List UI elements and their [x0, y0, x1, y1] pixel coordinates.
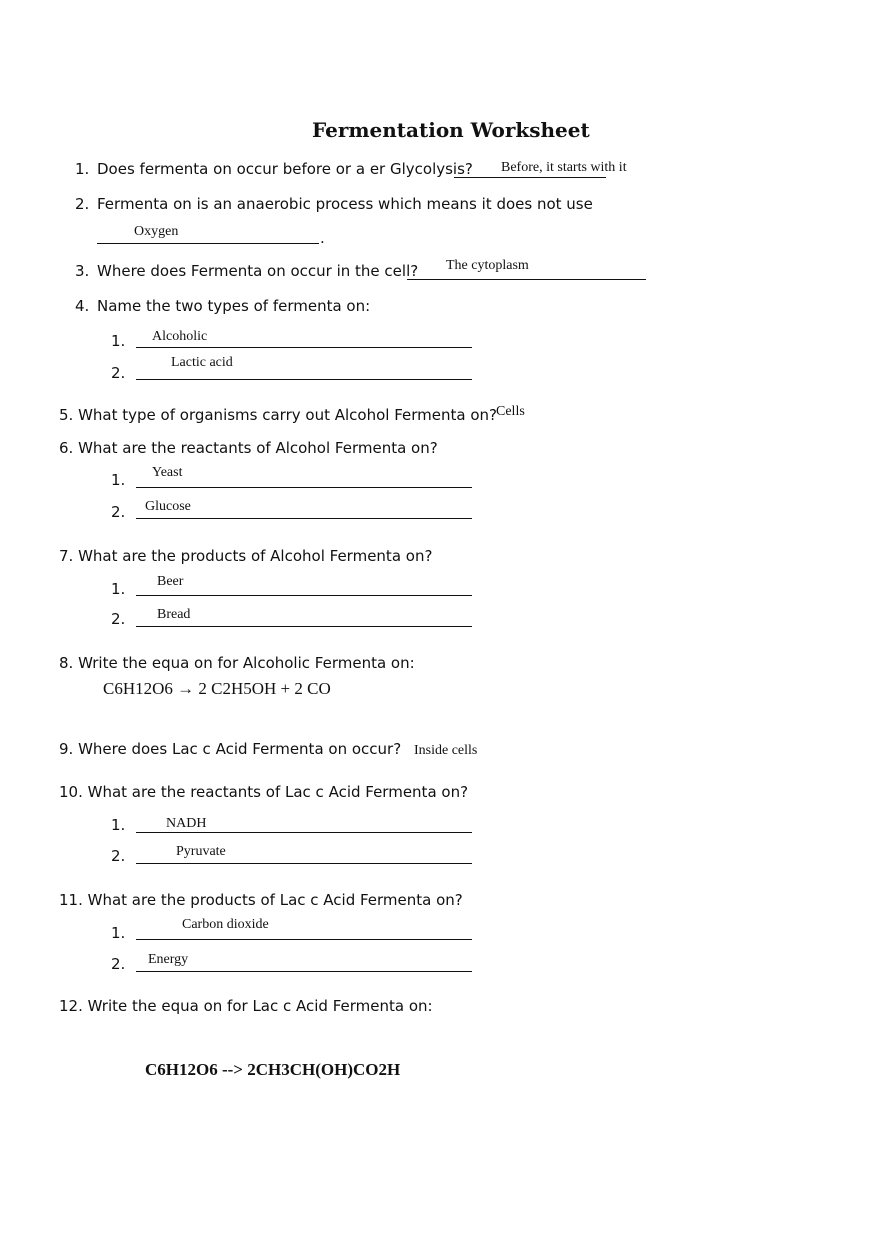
question-3-number: 3. — [75, 262, 90, 280]
answer-7-1: Beer — [157, 574, 184, 589]
answer-1: Before, it starts with it — [501, 160, 627, 175]
question-10-item-1-number: 1. — [111, 816, 126, 834]
question-4-item-2-number: 2. — [111, 364, 126, 382]
question-10-text: 10. What are the reactants of Lac c Acid Fermenta on? — [59, 783, 469, 801]
answer-7-2-line — [136, 626, 472, 627]
page-title: Fermentation Worksheet — [312, 118, 590, 142]
answer-11-2-line — [136, 971, 472, 972]
question-11-item-1-number: 1. — [111, 924, 126, 942]
question-11-item-2-number: 2. — [111, 955, 126, 973]
question-5-text: 5. What type of organisms carry out Alcohol Fermenta on? — [59, 406, 497, 424]
answer-4-1-line — [136, 347, 472, 348]
question-7-item-1-number: 1. — [111, 580, 126, 598]
question-4-text: Name the two types of fermenta on: — [97, 297, 371, 315]
answer-7-1-line — [136, 595, 472, 596]
answer-11-1: Carbon dioxide — [182, 917, 269, 932]
question-3-text: Where does Fermenta on occur in the cell? — [97, 262, 419, 280]
answer-2-period: . — [320, 229, 325, 247]
question-7-text: 7. What are the products of Alcohol Fermenta on? — [59, 547, 433, 565]
question-1-text: Does fermenta on occur before or a er Glycolysis? — [97, 160, 473, 178]
question-6-item-2-number: 2. — [111, 503, 126, 521]
answer-3: The cytoplasm — [446, 258, 529, 273]
answer-6-2-line — [136, 518, 472, 519]
answer-4-2: Lactic acid — [171, 355, 233, 370]
question-7-item-2-number: 2. — [111, 610, 126, 628]
question-6-item-1-number: 1. — [111, 471, 126, 489]
answer-9: Inside cells — [414, 743, 478, 758]
answer-10-1: NADH — [166, 816, 207, 831]
question-11-text: 11. What are the products of Lac c Acid Fermenta on? — [59, 891, 463, 909]
question-2-number: 2. — [75, 195, 90, 213]
answer-10-2: Pyruvate — [176, 844, 226, 859]
answer-3-line — [407, 279, 646, 280]
answer-5: Cells — [496, 404, 525, 419]
question-6-text: 6. What are the reactants of Alcohol Fermenta on? — [59, 439, 438, 457]
question-4-number: 4. — [75, 297, 90, 315]
answer-11-1-line — [136, 939, 472, 940]
answer-8-equation: C6H12O6 → 2 C2H5OH + 2 CO — [103, 679, 331, 698]
answer-6-2: Glucose — [145, 499, 191, 514]
answer-11-2: Energy — [148, 952, 189, 967]
answer-6-1: Yeast — [152, 465, 183, 480]
answer-10-2-line — [136, 863, 472, 864]
question-10-item-2-number: 2. — [111, 847, 126, 865]
question-4-item-1-number: 1. — [111, 332, 126, 350]
question-12-text: 12. Write the equa on for Lac c Acid Fermenta on: — [59, 997, 433, 1015]
answer-10-1-line — [136, 832, 472, 833]
question-2-text: Fermenta on is an anaerobic process which means it does not use — [97, 195, 593, 213]
answer-2-line — [97, 243, 319, 244]
answer-12-equation: C6H12O6 --> 2CH3CH(OH)CO2H — [145, 1060, 401, 1079]
question-9-text: 9. Where does Lac c Acid Fermenta on occur? — [59, 740, 402, 758]
answer-1-line — [454, 177, 606, 178]
answer-6-1-line — [136, 487, 472, 488]
answer-4-2-line — [136, 379, 472, 380]
answer-7-2: Bread — [157, 607, 191, 622]
answer-4-1: Alcoholic — [152, 329, 208, 344]
question-8-text: 8. Write the equa on for Alcoholic Fermenta on: — [59, 654, 415, 672]
answer-2: Oxygen — [134, 224, 179, 239]
question-1-number: 1. — [75, 160, 90, 178]
